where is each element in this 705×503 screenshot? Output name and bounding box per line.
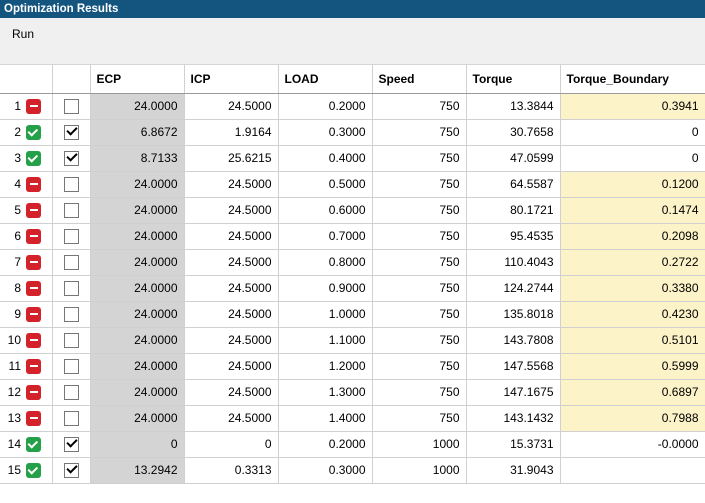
cell-speed[interactable]: 750	[372, 145, 466, 171]
cell-ecp[interactable]: 24.0000	[90, 327, 184, 353]
cell-icp[interactable]: 24.5000	[184, 171, 278, 197]
row-number: 3	[14, 151, 21, 165]
cell-speed[interactable]: 750	[372, 405, 466, 431]
cell-torque-boundary[interactable]: 0.4230	[560, 301, 705, 327]
cell-torque-boundary[interactable]: 0.3380	[560, 275, 705, 301]
cell-icp[interactable]: 24.5000	[184, 93, 278, 119]
cell-torque-boundary[interactable]: 0.5101	[560, 327, 705, 353]
cell-speed[interactable]: 750	[372, 197, 466, 223]
status-error-icon	[26, 385, 41, 400]
status-success-icon	[26, 151, 41, 166]
table-row[interactable]	[0, 223, 705, 249]
table-row[interactable]	[0, 379, 705, 405]
row-header-cell[interactable]	[0, 301, 52, 327]
status-error-icon	[26, 307, 41, 322]
window-titlebar	[0, 0, 705, 18]
row-header-cell[interactable]	[0, 405, 52, 431]
cell-speed[interactable]: 750	[372, 93, 466, 119]
cell-torque[interactable]: 15.3731	[466, 431, 560, 457]
row-number: 9	[14, 307, 21, 321]
table-row[interactable]	[0, 457, 705, 483]
row-number: 14	[7, 437, 21, 451]
cell-load[interactable]: 1.0000	[278, 301, 372, 327]
cell-torque[interactable]: 95.4535	[466, 223, 560, 249]
row-number: 15	[7, 463, 21, 477]
cell-torque-boundary[interactable]: 0	[560, 119, 705, 145]
status-error-icon	[26, 359, 41, 374]
status-success-icon	[26, 463, 41, 478]
table-body	[0, 93, 705, 483]
row-number: 8	[14, 281, 21, 295]
cell-load[interactable]: 1.3000	[278, 379, 372, 405]
row-select-checkbox[interactable]	[64, 151, 79, 166]
cell-ecp[interactable]: 24.0000	[90, 301, 184, 327]
row-number: 5	[14, 203, 21, 217]
cell-speed[interactable]: 750	[372, 223, 466, 249]
cell-torque-boundary[interactable]: 0.6897	[560, 379, 705, 405]
cell-torque[interactable]: 147.1675	[466, 379, 560, 405]
cell-icp[interactable]: 25.6215	[184, 145, 278, 171]
cell-load[interactable]: 0.4000	[278, 145, 372, 171]
row-number: 1	[14, 99, 21, 113]
column-header-ecp[interactable]: ECP	[90, 65, 184, 93]
row-select-cell[interactable]	[52, 119, 90, 145]
row-select-checkbox[interactable]	[64, 385, 79, 400]
row-header-cell[interactable]	[0, 197, 52, 223]
cell-speed[interactable]: 750	[372, 249, 466, 275]
status-error-icon	[26, 281, 41, 296]
cell-torque[interactable]: 143.1432	[466, 405, 560, 431]
cell-icp[interactable]: 24.5000	[184, 223, 278, 249]
cell-icp[interactable]: 24.5000	[184, 197, 278, 223]
cell-torque-boundary[interactable]: 0.1474	[560, 197, 705, 223]
cell-icp[interactable]: 24.5000	[184, 353, 278, 379]
column-header-rownum[interactable]	[0, 65, 52, 93]
table-row[interactable]	[0, 301, 705, 327]
cell-torque-boundary[interactable]: 0.1200	[560, 171, 705, 197]
row-select-cell[interactable]	[52, 249, 90, 275]
row-select-checkbox[interactable]	[64, 281, 79, 296]
row-number: 7	[14, 255, 21, 269]
status-error-icon	[26, 333, 41, 348]
row-number: 6	[14, 229, 21, 243]
row-header-cell[interactable]	[0, 119, 52, 145]
cell-load[interactable]: 0.6000	[278, 197, 372, 223]
menu-item-run[interactable]: Run	[12, 26, 35, 41]
status-error-icon	[26, 203, 41, 218]
cell-icp[interactable]: 24.5000	[184, 275, 278, 301]
cell-icp[interactable]: 0	[184, 431, 278, 457]
table-row[interactable]	[0, 171, 705, 197]
cell-torque[interactable]: 64.5587	[466, 171, 560, 197]
cell-torque-boundary[interactable]: 0.3941	[560, 93, 705, 119]
row-select-cell[interactable]	[52, 223, 90, 249]
cell-torque[interactable]: 80.1721	[466, 197, 560, 223]
table-row[interactable]	[0, 197, 705, 223]
cell-load[interactable]: 0.7000	[278, 223, 372, 249]
table-row[interactable]	[0, 353, 705, 379]
row-select-checkbox[interactable]	[64, 203, 79, 218]
cell-torque[interactable]: 13.3844	[466, 93, 560, 119]
cell-load[interactable]: 1.4000	[278, 405, 372, 431]
row-header-cell[interactable]	[0, 171, 52, 197]
column-header-select[interactable]	[52, 65, 90, 93]
toolbar-spacer	[0, 50, 705, 64]
table-row[interactable]	[0, 93, 705, 119]
cell-speed[interactable]: 750	[372, 171, 466, 197]
cell-load[interactable]: 0.8000	[278, 249, 372, 275]
cell-load[interactable]: 0.3000	[278, 457, 372, 483]
cell-torque[interactable]: 31.9043	[466, 457, 560, 483]
cell-torque[interactable]: 110.4043	[466, 249, 560, 275]
cell-speed[interactable]: 750	[372, 275, 466, 301]
cell-speed[interactable]: 750	[372, 379, 466, 405]
cell-ecp[interactable]: 24.0000	[90, 93, 184, 119]
cell-icp[interactable]: 0.3313	[184, 457, 278, 483]
cell-torque[interactable]: 47.0599	[466, 145, 560, 171]
row-number: 10	[7, 333, 21, 347]
status-error-icon	[26, 255, 41, 270]
table-row[interactable]	[0, 405, 705, 431]
row-select-cell[interactable]	[52, 275, 90, 301]
row-select-checkbox[interactable]	[64, 125, 79, 140]
table-row[interactable]	[0, 327, 705, 353]
cell-load[interactable]: 0.5000	[278, 171, 372, 197]
cell-icp[interactable]: 24.5000	[184, 405, 278, 431]
window-title: Optimization Results	[4, 3, 119, 15]
row-select-checkbox[interactable]	[64, 229, 79, 244]
status-success-icon	[26, 125, 41, 140]
column-header-load[interactable]: LOAD	[278, 65, 372, 93]
cell-torque-boundary[interactable]: -0.0000	[560, 431, 705, 457]
row-select-checkbox[interactable]	[64, 333, 79, 348]
status-error-icon	[26, 177, 41, 192]
row-select-checkbox[interactable]	[64, 99, 79, 114]
table-header-row	[0, 65, 705, 93]
cell-ecp[interactable]: 24.0000	[90, 223, 184, 249]
row-header-cell[interactable]	[0, 327, 52, 353]
cell-load[interactable]: 0.9000	[278, 275, 372, 301]
table-row[interactable]	[0, 119, 705, 145]
cell-torque[interactable]: 135.8018	[466, 301, 560, 327]
cell-torque[interactable]: 143.7808	[466, 327, 560, 353]
row-select-checkbox[interactable]	[64, 177, 79, 192]
cell-load[interactable]: 0.2000	[278, 431, 372, 457]
status-error-icon	[26, 99, 41, 114]
cell-speed[interactable]: 750	[372, 301, 466, 327]
cell-load[interactable]: 0.2000	[278, 93, 372, 119]
cell-torque[interactable]: 124.2744	[466, 275, 560, 301]
cell-speed[interactable]: 750	[372, 353, 466, 379]
row-select-cell[interactable]	[52, 353, 90, 379]
row-select-checkbox[interactable]	[64, 411, 79, 426]
cell-icp[interactable]: 24.5000	[184, 327, 278, 353]
results-table-container[interactable]	[0, 64, 705, 503]
column-header-torque[interactable]: Torque	[466, 65, 560, 93]
cell-torque-boundary[interactable]	[560, 457, 705, 483]
table-row[interactable]	[0, 145, 705, 171]
row-header-cell[interactable]	[0, 379, 52, 405]
status-success-icon	[26, 437, 41, 452]
cell-speed[interactable]: 1000	[372, 431, 466, 457]
table-row[interactable]	[0, 275, 705, 301]
cell-speed[interactable]: 750	[372, 119, 466, 145]
row-select-cell[interactable]	[52, 93, 90, 119]
row-select-checkbox[interactable]	[64, 307, 79, 322]
row-select-checkbox[interactable]	[64, 255, 79, 270]
row-select-checkbox[interactable]	[64, 437, 79, 452]
row-header-cell[interactable]	[0, 249, 52, 275]
table-row[interactable]	[0, 431, 705, 457]
row-number: 13	[7, 411, 21, 425]
cell-torque-boundary[interactable]: 0.2098	[560, 223, 705, 249]
cell-speed[interactable]: 1000	[372, 457, 466, 483]
cell-ecp[interactable]: 24.0000	[90, 249, 184, 275]
row-select-cell[interactable]	[52, 327, 90, 353]
row-number: 12	[7, 385, 21, 399]
cell-ecp[interactable]: 8.7133	[90, 145, 184, 171]
cell-ecp[interactable]: 24.0000	[90, 275, 184, 301]
row-header-cell[interactable]	[0, 457, 52, 483]
cell-ecp[interactable]: 0	[90, 431, 184, 457]
cell-ecp[interactable]: 6.8672	[90, 119, 184, 145]
cell-speed[interactable]: 750	[372, 327, 466, 353]
cell-torque-boundary[interactable]: 0	[560, 145, 705, 171]
cell-icp[interactable]: 24.5000	[184, 379, 278, 405]
row-select-cell[interactable]	[52, 171, 90, 197]
results-table	[0, 65, 705, 484]
row-header-cell[interactable]	[0, 353, 52, 379]
cell-ecp[interactable]: 13.2942	[90, 457, 184, 483]
row-header-cell[interactable]	[0, 431, 52, 457]
toolbar	[0, 18, 705, 50]
cell-icp[interactable]: 24.5000	[184, 301, 278, 327]
row-header-cell[interactable]	[0, 275, 52, 301]
cell-torque[interactable]: 147.5568	[466, 353, 560, 379]
cell-ecp[interactable]: 24.0000	[90, 171, 184, 197]
cell-ecp[interactable]: 24.0000	[90, 353, 184, 379]
row-select-checkbox[interactable]	[64, 463, 79, 478]
row-header-cell[interactable]	[0, 93, 52, 119]
cell-ecp[interactable]: 24.0000	[90, 405, 184, 431]
column-header-speed[interactable]: Speed	[372, 65, 466, 93]
cell-ecp[interactable]: 24.0000	[90, 379, 184, 405]
row-number: 11	[8, 359, 21, 373]
row-header-cell[interactable]	[0, 223, 52, 249]
cell-icp[interactable]: 24.5000	[184, 249, 278, 275]
row-select-cell[interactable]	[52, 145, 90, 171]
row-select-cell[interactable]	[52, 379, 90, 405]
cell-torque-boundary[interactable]: 0.7988	[560, 405, 705, 431]
cell-load[interactable]: 1.1000	[278, 327, 372, 353]
status-error-icon	[26, 229, 41, 244]
row-number: 4	[14, 177, 21, 191]
cell-load[interactable]: 0.3000	[278, 119, 372, 145]
table-header	[0, 65, 705, 93]
row-header-cell[interactable]	[0, 145, 52, 171]
table-row[interactable]	[0, 249, 705, 275]
cell-torque[interactable]: 30.7658	[466, 119, 560, 145]
row-select-cell[interactable]	[52, 301, 90, 327]
cell-ecp[interactable]: 24.0000	[90, 197, 184, 223]
cell-torque-boundary[interactable]: 0.2722	[560, 249, 705, 275]
row-select-checkbox[interactable]	[64, 359, 79, 374]
cell-load[interactable]: 1.2000	[278, 353, 372, 379]
row-select-cell[interactable]	[52, 405, 90, 431]
column-header-icp[interactable]: ICP	[184, 65, 278, 93]
cell-icp[interactable]: 1.9164	[184, 119, 278, 145]
row-select-cell[interactable]	[52, 197, 90, 223]
row-number: 2	[14, 125, 21, 139]
status-error-icon	[26, 411, 41, 426]
column-header-torque-boundary[interactable]: Torque_Boundary	[560, 65, 705, 93]
row-select-cell[interactable]	[52, 431, 90, 457]
row-select-cell[interactable]	[52, 457, 90, 483]
cell-torque-boundary[interactable]: 0.5999	[560, 353, 705, 379]
